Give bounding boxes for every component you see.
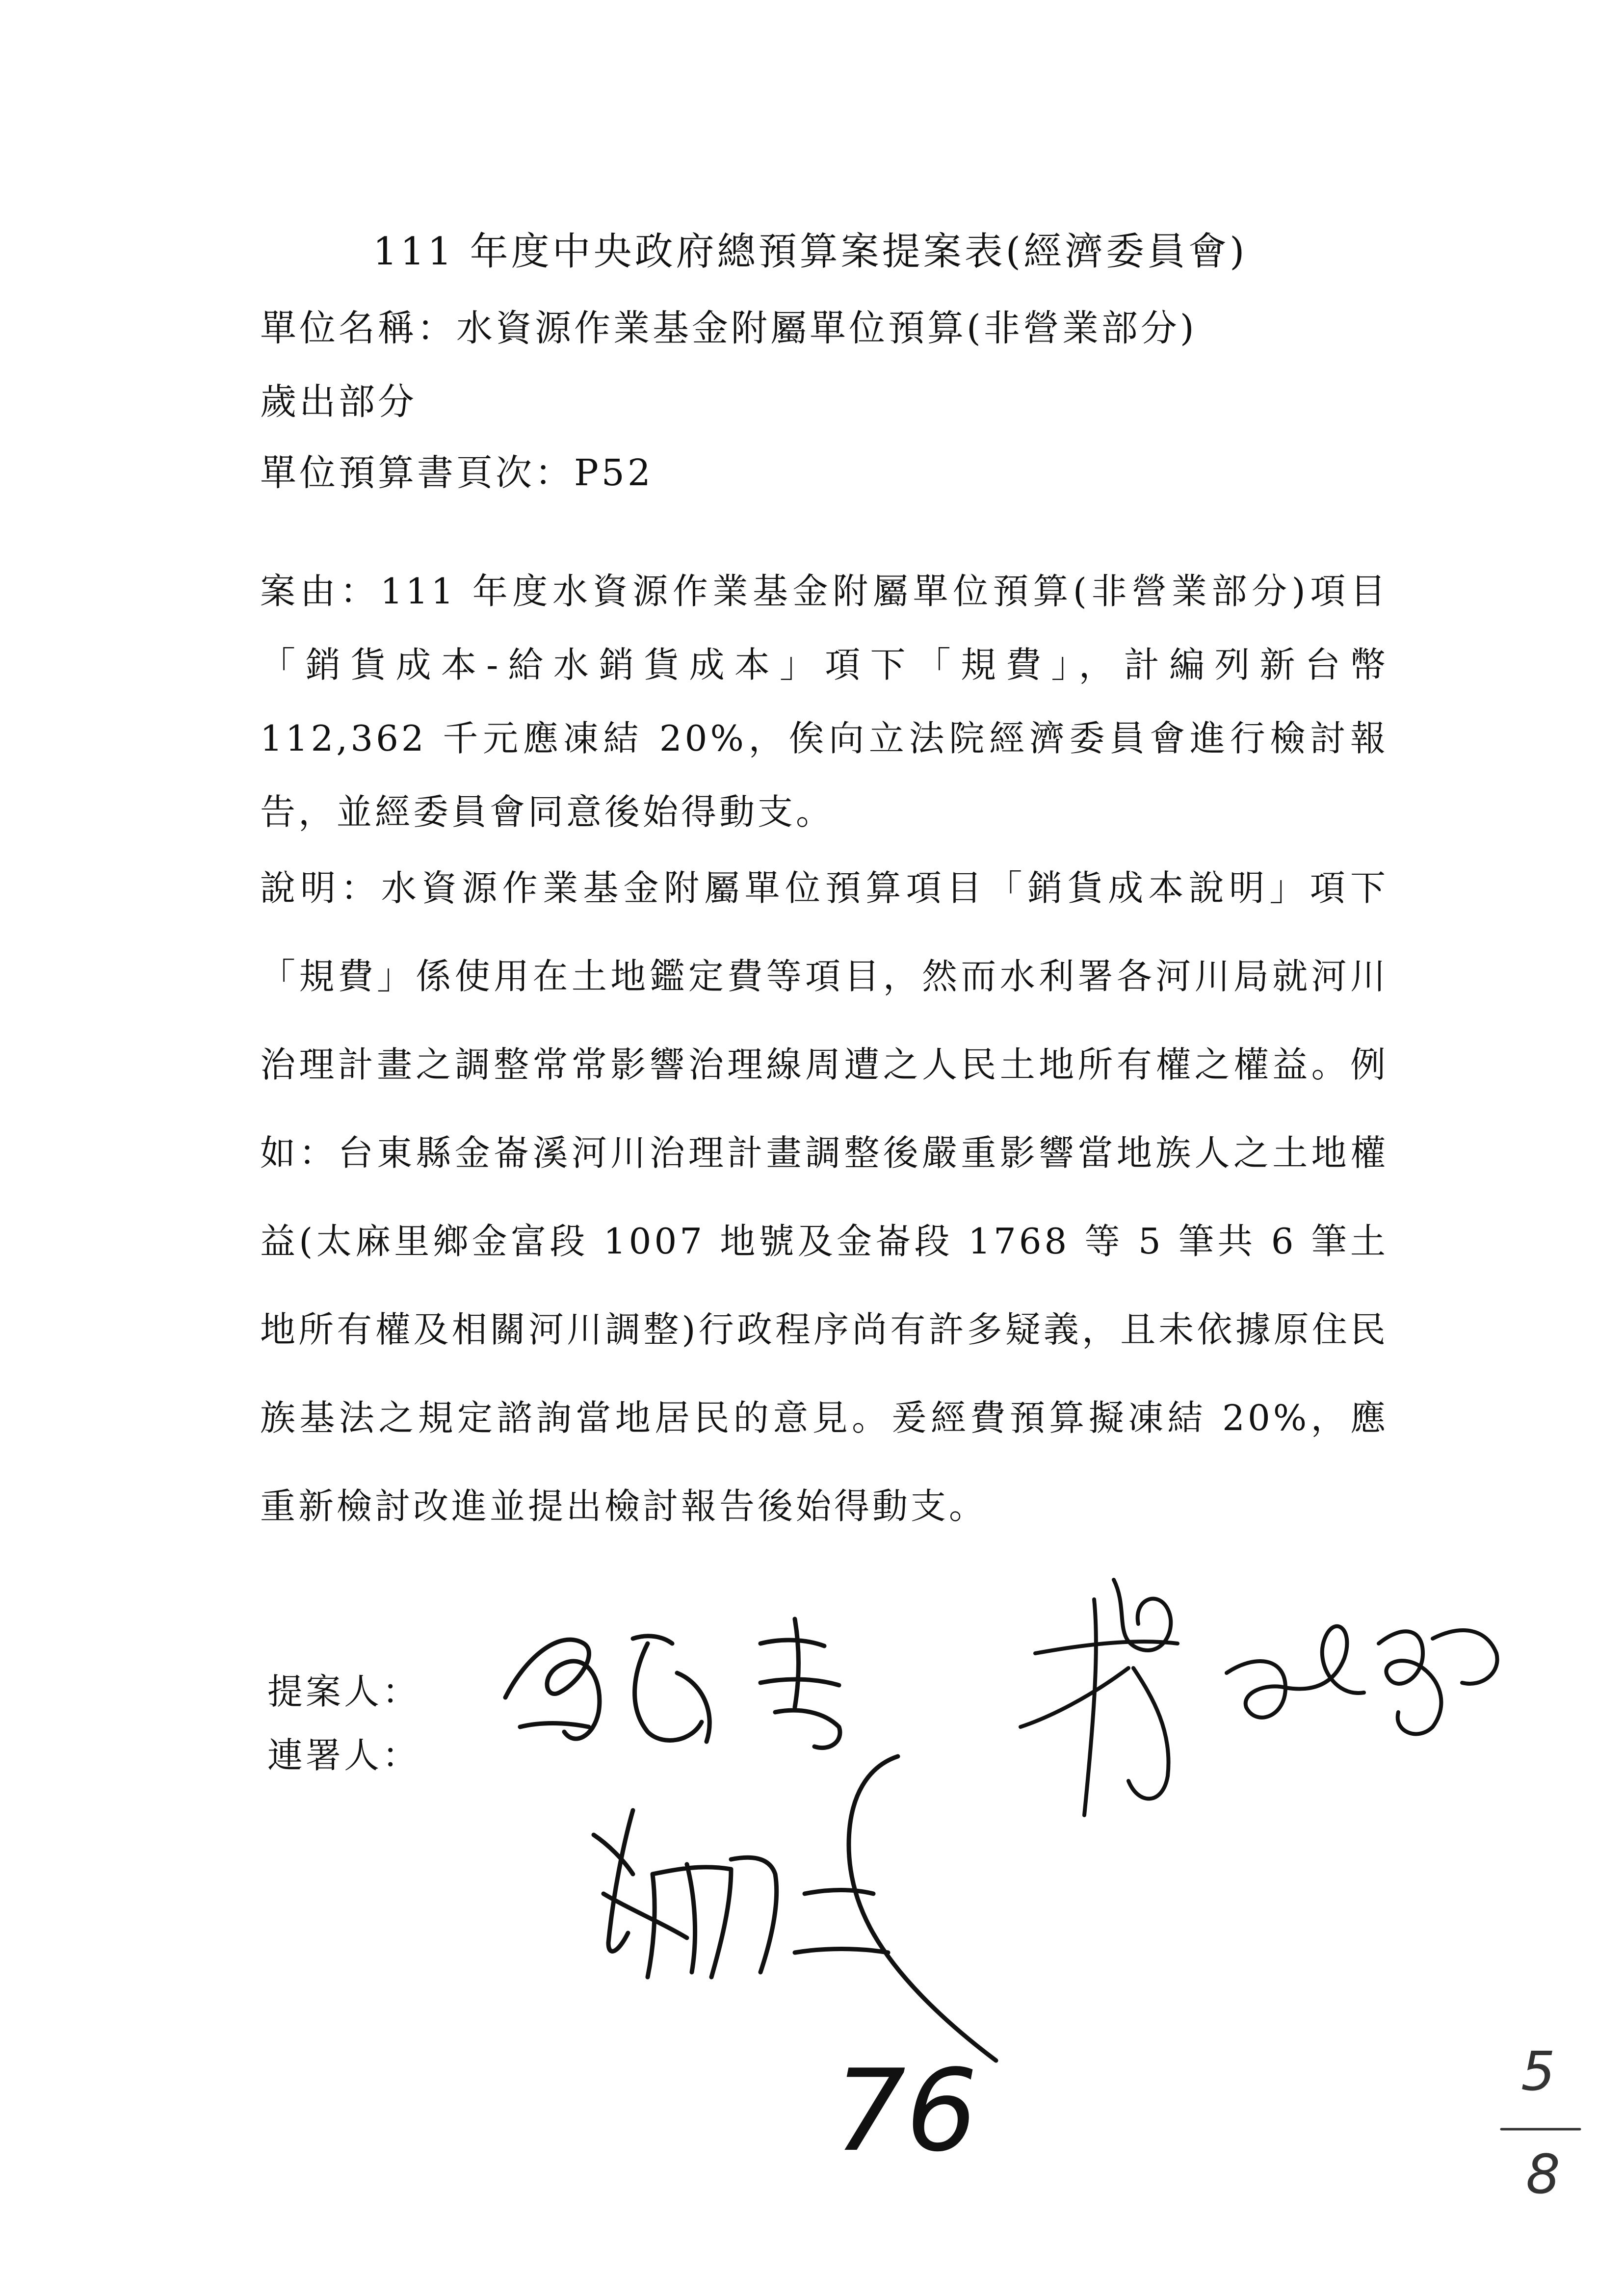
corner-bottom-digit: 8 (1526, 2143, 1560, 2206)
case-paragraph: 案由：111 年度水資源作業基金附屬單位預算(非營業部分)項目「銷貨成本-給水銷貨成本」項下「規費」，計編列新台幣 112,362 千元應凍結 20%，俟向立法院經濟委員會進行檢討報告，並經委員會同意後始得動支。 (260, 571, 1388, 833)
cosigner-signature-1 (991, 1570, 1521, 1845)
corner-top-digit: 5 (1521, 2040, 1555, 2103)
corner-page-mark (1496, 2031, 1590, 2218)
handwritten-number: 76 (834, 2046, 978, 2177)
document-title: 111 年度中央政府總預算案提案表(經濟委員會) (373, 230, 1248, 274)
cosigner-signature-2 (574, 1747, 1006, 2065)
budget-page-ref: 單位預算書頁次：P52 (260, 452, 654, 494)
proposer-label: 提案人： (267, 1671, 421, 1712)
description-paragraph: 說明：水資源作業基金附屬單位預算項目「銷貨成本說明」項下「規費」係使用在土地鑑定費等項目，然而水利署各河川局就河川治理計畫之調整常常影響治理線周遭之人民土地所有權之權益。例如：台東縣金崙溪河川治理計畫調整後嚴重影響當地族人之土地權益(太麻里鄉金富段 1007 地號及金崙段 1768 等 5 筆共 6 筆土地所有權及相關河川調整)行政程序尚有許多疑義，且未依據原住民族基法之規定諮詢當地居民的意見。爰經費預算擬凍結 20%，應重新檢討改進並提出檢討報告後始得動支。 (260, 867, 1388, 1527)
cosigner-label: 連署人： (267, 1735, 421, 1776)
section-label: 歲出部分 (260, 381, 417, 423)
unit-name: 單位名稱：水資源作業基金附屬單位預算(非營業部分) (260, 307, 1197, 349)
proposer-signature (486, 1599, 908, 1766)
